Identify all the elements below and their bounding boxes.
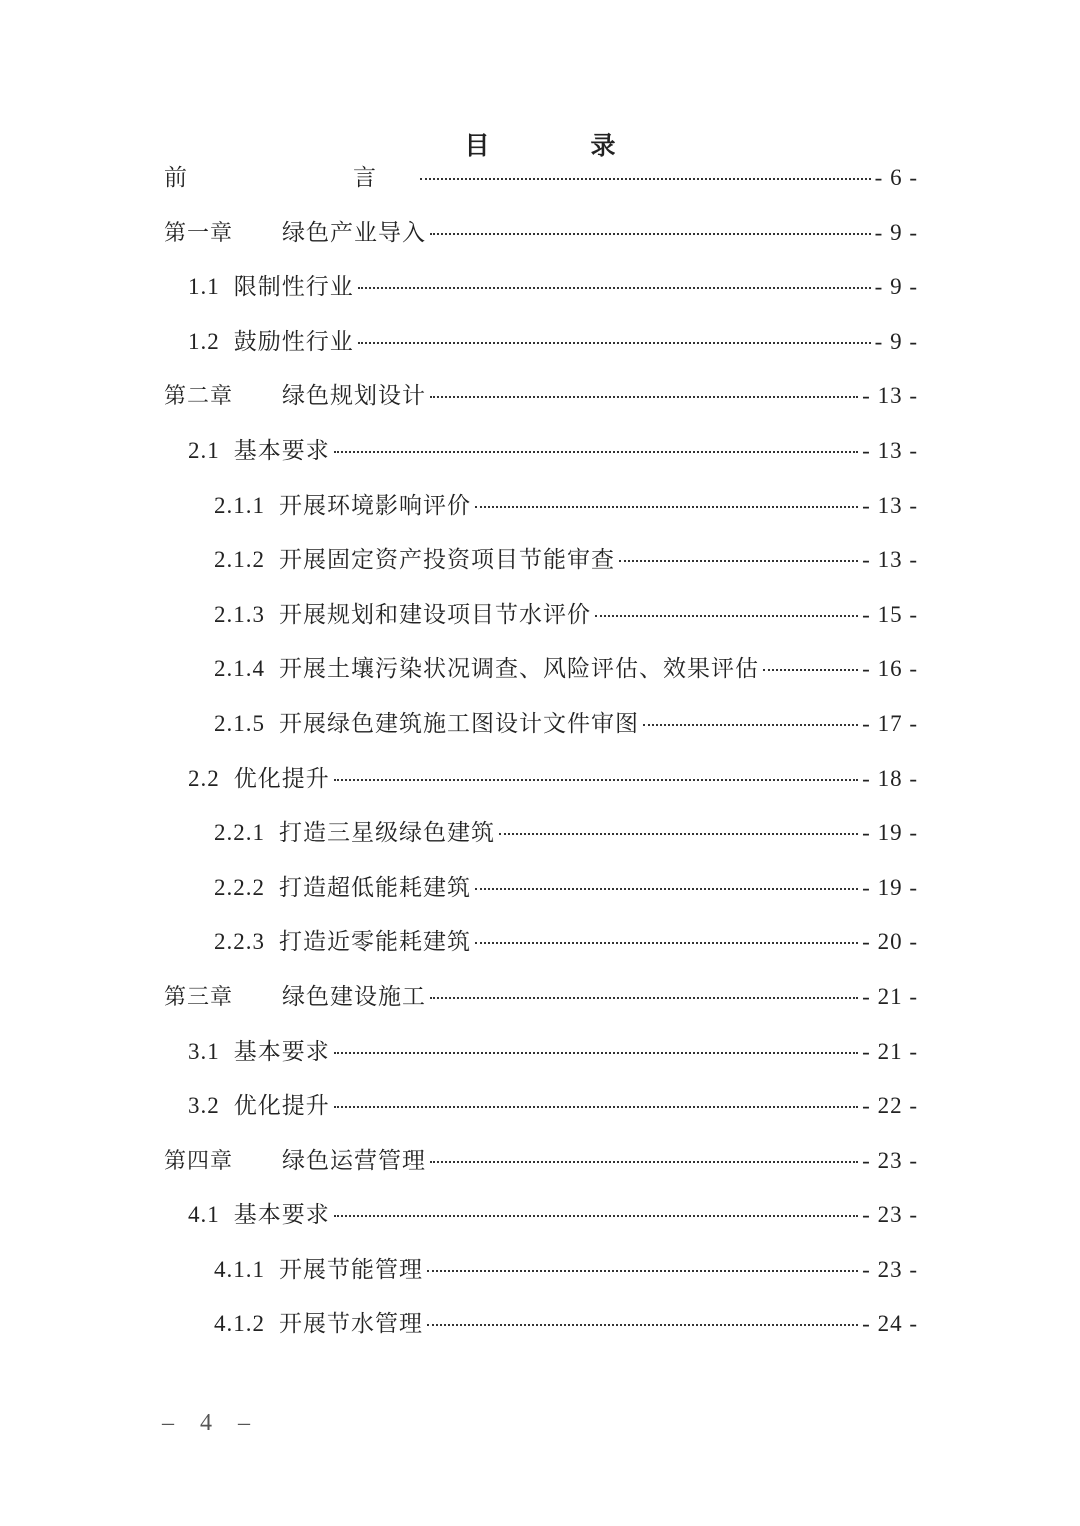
toc-entry-title: 鼓励性行业 [233, 328, 354, 355]
dot-leader [475, 942, 858, 944]
toc-entry-page: - 9 - [874, 328, 918, 354]
toc-entry-page: - 23 - [862, 1202, 918, 1228]
toc-entry[interactable] [160, 428, 918, 483]
toc-entry-title: 绿色建设施工 [282, 983, 426, 1010]
dot-leader [475, 888, 858, 890]
toc-entry[interactable] [160, 646, 918, 701]
toc-entry-title: 开展土壤污染状况调查、风险评估、效果评估 [279, 656, 759, 683]
toc-entry-title: 基本要求 [233, 1202, 330, 1229]
toc-entry-title: 基本要求 [233, 1038, 330, 1065]
dot-leader [334, 451, 858, 453]
toc-entry-number: 第三章 [164, 984, 234, 1010]
toc-entry-page: - 20 - [862, 929, 918, 955]
toc-entry-title: 基本要求 [233, 437, 330, 464]
dot-leader [334, 779, 858, 781]
toc-entry[interactable] [160, 1301, 918, 1356]
toc-entry-number: 4.1.2 [214, 1311, 265, 1337]
toc-entry-number: 第一章 [164, 220, 234, 246]
toc-entry-title: 绿色规划设计 [282, 383, 426, 410]
toc-entry-title: 优化提升 [233, 1093, 330, 1120]
dot-leader [643, 724, 858, 726]
toc-entry-number: 4.1.1 [214, 1256, 265, 1282]
toc-entry-title: 优化提升 [233, 765, 330, 792]
dot-leader [475, 506, 858, 508]
toc-entry[interactable] [160, 810, 918, 865]
toc-entry[interactable] [160, 264, 918, 319]
toc-entry-page: - 22 - [862, 1093, 918, 1119]
toc-entry-number: 3.1 [188, 1038, 220, 1064]
toc-entry-page: - 21 - [862, 1038, 918, 1064]
dot-leader [499, 833, 858, 835]
toc-entry[interactable] [160, 592, 918, 647]
toc-entry-title: 开展节能管理 [279, 1256, 423, 1283]
toc-entry[interactable] [160, 1192, 918, 1247]
toc-entry-title: 开展规划和建设项目节水评价 [279, 601, 591, 628]
toc-entry-page: - 13 - [862, 383, 918, 409]
toc-entry-number: 2.2.1 [214, 820, 265, 846]
dot-leader [595, 615, 858, 617]
toc-entry-title: 打造三星级绿色建筑 [279, 820, 495, 847]
toc-entry-number: 2.1.4 [214, 656, 265, 682]
dot-leader [334, 1052, 858, 1054]
toc-entry[interactable] [160, 1138, 918, 1193]
toc-entry-page: - 17 - [862, 710, 918, 736]
dot-leader [430, 233, 871, 235]
toc-entry-page: - 23 - [862, 1256, 918, 1282]
dot-leader [427, 1270, 858, 1272]
toc-entry-title: 开展固定资产投资项目节能审查 [279, 547, 615, 574]
page-number: – 4 – [162, 1410, 260, 1436]
toc-entry-number: 2.1 [188, 437, 220, 463]
toc-entry-number: 2.1.1 [214, 492, 265, 518]
toc-entry-page: - 9 - [874, 274, 918, 300]
dot-leader [334, 1106, 858, 1108]
dot-leader [430, 396, 858, 398]
toc-entry[interactable] [160, 155, 918, 210]
toc-entry-title: 开展环境影响评价 [279, 492, 471, 519]
toc-entry-page: - 15 - [862, 601, 918, 627]
toc-entry-title: 开展绿色建筑施工图设计文件审图 [279, 710, 639, 737]
toc-entry-title: 打造近零能耗建筑 [279, 929, 471, 956]
toc-entry[interactable] [160, 756, 918, 811]
toc-entry-page: - 19 - [862, 874, 918, 900]
dot-leader [334, 1215, 858, 1217]
dot-leader [430, 997, 858, 999]
toc-entry[interactable] [160, 373, 918, 428]
toc-entry-number: 3.2 [188, 1093, 220, 1119]
toc-entry[interactable] [160, 483, 918, 538]
toc-entry-number: 1.2 [188, 328, 220, 354]
dot-leader [619, 560, 858, 562]
toc-entry-number: 2.1.3 [214, 601, 265, 627]
table-of-contents [160, 155, 918, 1356]
toc-entry[interactable] [160, 319, 918, 374]
toc-entry-page: - 21 - [862, 983, 918, 1009]
toc-entry[interactable] [160, 1083, 918, 1138]
toc-entry-title: 限制性行业 [233, 274, 354, 301]
toc-entry-number: 4.1 [188, 1202, 220, 1228]
toc-entry[interactable] [160, 974, 918, 1029]
toc-entry-page: - 6 - [874, 165, 918, 190]
toc-entry-page: - 13 - [862, 547, 918, 573]
toc-entry-number: 2.2 [188, 765, 220, 791]
toc-title: 目 录 [464, 131, 654, 160]
toc-entry-number: 第二章 [164, 384, 234, 410]
dot-leader [430, 1161, 858, 1163]
toc-entry-number: 第四章 [164, 1148, 234, 1174]
toc-entry-page: - 23 - [862, 1147, 918, 1173]
toc-entry[interactable] [160, 701, 918, 756]
toc-entry-page: - 9 - [874, 219, 918, 245]
toc-entry-page: - 16 - [862, 656, 918, 682]
toc-entry-page: - 13 - [862, 492, 918, 518]
toc-entry[interactable] [160, 865, 918, 920]
toc-entry-number: 1.1 [188, 274, 220, 300]
toc-entry[interactable] [160, 919, 918, 974]
dot-leader [427, 1324, 858, 1326]
toc-entry-title: 前 言 [164, 165, 416, 191]
toc-entry-page: - 13 - [862, 437, 918, 463]
dot-leader [420, 178, 871, 180]
toc-entry-title: 绿色运营管理 [282, 1147, 426, 1174]
toc-entry[interactable] [160, 1029, 918, 1084]
toc-entry-number: 2.2.2 [214, 874, 265, 900]
dot-leader [358, 287, 871, 289]
toc-entry[interactable] [160, 210, 918, 265]
toc-entry-page: - 19 - [862, 820, 918, 846]
toc-entry-title: 打造超低能耗建筑 [279, 874, 471, 901]
dot-leader [358, 342, 871, 344]
toc-entry-number: 2.1.5 [214, 710, 265, 736]
dot-leader [763, 669, 858, 671]
toc-entry[interactable] [160, 537, 918, 592]
toc-entry-number: 2.2.3 [214, 929, 265, 955]
toc-entry-title: 开展节水管理 [279, 1311, 423, 1338]
toc-entry-page: - 24 - [862, 1311, 918, 1337]
toc-entry[interactable] [160, 1247, 918, 1302]
toc-entry-page: - 18 - [862, 765, 918, 791]
toc-entry-number: 2.1.2 [214, 547, 265, 573]
toc-entry-title: 绿色产业导入 [282, 219, 426, 246]
